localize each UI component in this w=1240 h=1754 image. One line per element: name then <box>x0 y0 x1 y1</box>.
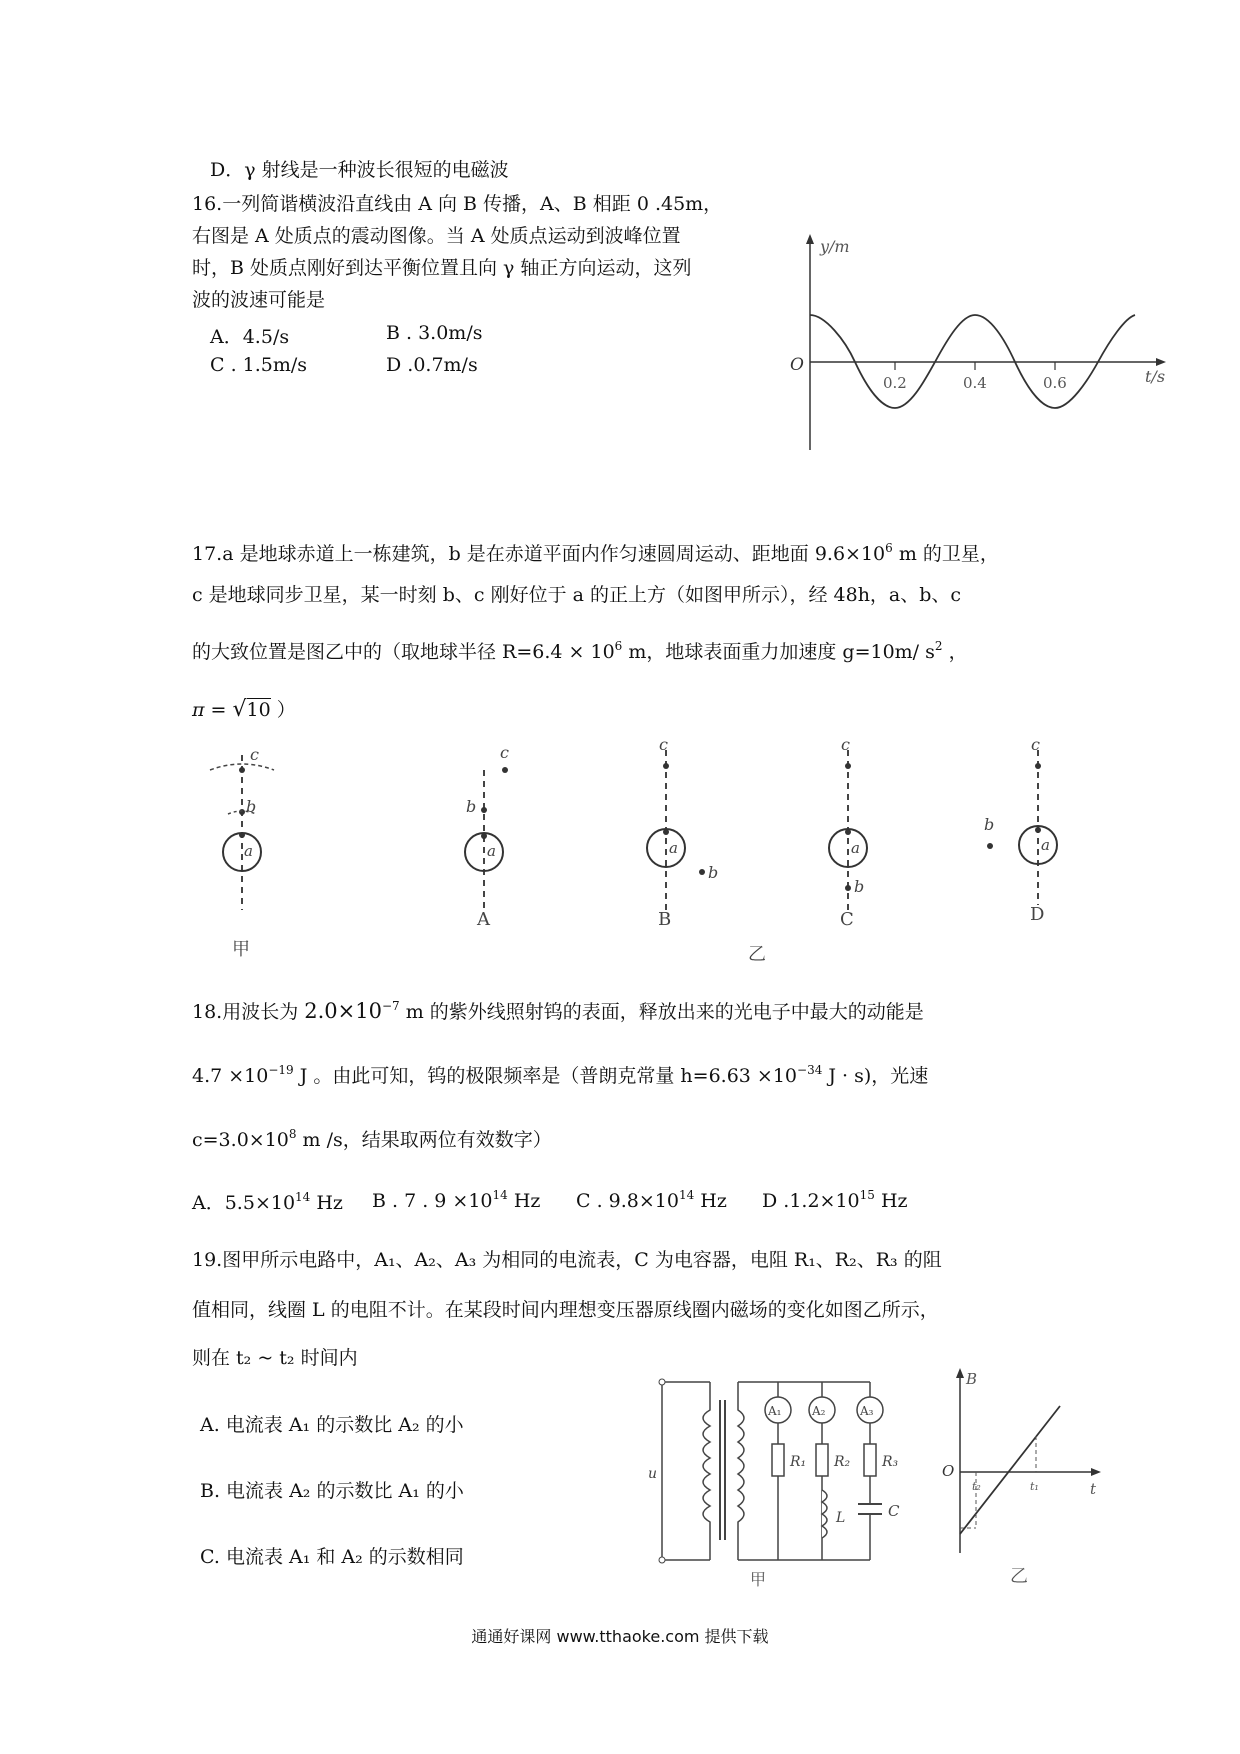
q17-line-4-tail: ） <box>270 699 296 721</box>
point-c <box>239 767 245 773</box>
label-t-axis: t <box>1090 1480 1097 1498</box>
q17-line-1-text: 17.a 是地球赤道上一栋建筑，b 是在赤道平面内作匀速圆周运动、距地面 9.6×10 <box>192 543 886 565</box>
point-b <box>239 809 245 815</box>
q16-line-3: 时，B 处质点刚好到达平衡位置且向 γ 轴正方向运动，这列 <box>192 257 692 279</box>
label-r3: R₃ <box>882 1454 899 1470</box>
q16-graph-origin: O <box>790 355 804 375</box>
q18-option-a-unit: Hz <box>310 1192 343 1214</box>
q18-line-1-tail: m 的紫外线照射钨的表面，释放出来的光电子中最大的动能是 <box>399 1001 924 1023</box>
q19-circuit-diagram <box>640 1370 945 1590</box>
q18-line-2-tail: J · s)，光速 <box>822 1065 929 1087</box>
q18-wavelength: 2.0×10 <box>304 999 382 1023</box>
label-c: c <box>250 745 259 764</box>
q18-line-1 <box>192 994 924 1024</box>
q18-exponent: 14 <box>678 1188 695 1202</box>
q16-option-c: C . 1.5m/s <box>210 354 308 376</box>
label-b: b <box>246 797 257 816</box>
label-b: b <box>984 815 995 834</box>
label-a: a <box>1041 836 1050 854</box>
footer-source: 通通好课网 www.tthaoke.com 提供下载 <box>471 1627 769 1646</box>
point-a <box>239 832 245 838</box>
label-b: b <box>466 797 477 816</box>
q16-tick-label: 0.2 <box>883 374 907 392</box>
q18-option-b-unit: Hz <box>507 1190 541 1212</box>
q16-line-4: 波的波速可能是 <box>192 289 326 311</box>
q18-line-2-text: 4.7 ×10 <box>192 1065 269 1087</box>
q18-option-c-text: C . 9.8×10 <box>576 1190 679 1212</box>
q16-graph-ylabel: y/m <box>820 237 850 256</box>
q17-line-2: c 是地球同步卫星，某一时刻 b、c 刚好位于 a 的正上方（如图甲所示），经 48h，a、b、c <box>192 584 962 606</box>
q16-line-1: 16.一列简谐横波沿直线由 A 向 B 传播，A、B 相距 0 .45m， <box>192 193 723 215</box>
q18-exponent: −34 <box>797 1063 823 1077</box>
q17-sqrt-radicand: 10 <box>246 699 271 721</box>
label-r2: R₂ <box>834 1454 851 1470</box>
q18-line-2-mid: J 。由此可知，钨的极限频率是（普朗克常量 h=6.63 ×10 <box>293 1065 798 1087</box>
resistor-r3 <box>864 1444 876 1476</box>
q17-line-3-tail: ， <box>942 641 968 663</box>
q18-line-3-text: c=3.0×10 <box>192 1129 289 1151</box>
q18-exponent: 14 <box>295 1190 311 1204</box>
q16-option-d: D .0.7m/s <box>386 354 478 376</box>
q17-line-3 <box>192 634 968 664</box>
label-C: C <box>840 909 854 930</box>
label-a: a <box>487 842 496 860</box>
label-b-axis: B <box>966 1370 978 1388</box>
q17-exponent: 6 <box>614 639 623 653</box>
q16-line-2: 右图是 A 处质点的震动图像。当 A 处质点运动到波峰位置 <box>192 225 681 247</box>
label-c: c <box>500 743 509 762</box>
label-yi: 乙 <box>748 944 766 965</box>
q18-option-d <box>762 1188 908 1212</box>
label-B: B <box>658 909 672 930</box>
q16-option-a: A．4.5/s <box>210 326 290 348</box>
q19-option-b: B. 电流表 A₂ 的示数比 A₁ 的小 <box>200 1480 464 1502</box>
label-r1: R₁ <box>790 1454 807 1470</box>
q15-option-d: D．γ 射线是一种波长很短的电磁波 <box>210 159 509 181</box>
resistor-r1 <box>772 1444 784 1476</box>
label-t1: t₁ <box>1030 1480 1039 1493</box>
q17-figure-option-a <box>465 743 509 930</box>
label-a: a <box>669 839 678 857</box>
q18-option-d-text: D .1.2×10 <box>762 1190 860 1212</box>
q17-figure-option-b <box>647 735 718 930</box>
label-a2: A₂ <box>812 1404 826 1418</box>
q17-figure-option-d <box>984 735 1057 925</box>
label-yi-graph: 乙 <box>1010 1566 1028 1587</box>
q18-exponent: 15 <box>859 1188 875 1202</box>
q16-tick-label: 0.6 <box>1043 374 1067 392</box>
q18-option-d-unit: Hz <box>874 1190 908 1212</box>
q17-line-3-mid: m，地球表面重力加速度 g=10m/ s <box>622 641 935 663</box>
label-b: b <box>708 863 719 882</box>
q19-line-1: 19.图甲所示电路中，A₁、A₂、A₃ 为相同的电流表，C 为电容器，电阻 R₁、R₂、R₃ 的阻 <box>192 1249 942 1271</box>
q16-option-b: B . 3.0m/s <box>386 322 483 344</box>
primary-coil <box>703 1382 710 1560</box>
label-b: b <box>854 877 865 896</box>
q18-line-2 <box>192 1058 928 1088</box>
label-jia: 甲 <box>232 939 250 960</box>
q17-line-1 <box>192 536 999 566</box>
q17-line-3-text: 的大致位置是图乙中的（取地球半径 R=6.4 × 10 <box>192 641 615 663</box>
label-c: c <box>1031 735 1040 754</box>
q18-option-a-text: A．5.5×10 <box>192 1192 296 1214</box>
label-a: a <box>851 839 860 857</box>
q18-option-b-text: B . 7 . 9 ×10 <box>372 1190 493 1212</box>
label-t2: t₂ <box>972 1480 981 1493</box>
label-a1: A₁ <box>768 1404 782 1418</box>
q16-graph-xlabel: t/s <box>1145 367 1166 386</box>
label-A: A <box>477 909 490 930</box>
label-l: L <box>836 1510 846 1526</box>
q17-line-1-tail: m 的卫星， <box>892 543 999 565</box>
q19-option-c: C. 电流表 A₁ 和 A₂ 的示数相同 <box>200 1546 464 1568</box>
q19-option-a: A. 电流表 A₁ 的示数比 A₂ 的小 <box>200 1414 464 1436</box>
q18-option-b <box>372 1188 540 1212</box>
q16-vibration-graph <box>790 230 1170 455</box>
q19-line-2: 值相同，线圈 L 的电阻不计。在某段时间内理想变压器原线圈内磁场的变化如图乙所示， <box>192 1299 939 1321</box>
label-a: a <box>244 842 253 860</box>
q18-option-a <box>192 1188 343 1215</box>
q18-line-3-tail: m /s，结果取两位有效数字） <box>296 1129 552 1151</box>
q18-exponent: 8 <box>288 1127 297 1141</box>
label-u: u <box>648 1466 658 1482</box>
q18-exponent: 14 <box>492 1188 508 1202</box>
resistor-r2 <box>816 1444 828 1476</box>
q17-exponent: 2 <box>934 639 943 653</box>
label-c-cap: C <box>888 1502 900 1520</box>
secondary-coil <box>738 1382 744 1560</box>
q17-exponent: 6 <box>885 541 893 555</box>
q18-option-c <box>576 1188 727 1212</box>
q17-figure-option-c <box>829 735 867 930</box>
label-c: c <box>659 735 668 754</box>
q19-bt-graph <box>940 1368 1110 1588</box>
b-line <box>960 1406 1060 1534</box>
q18-option-c-unit: Hz <box>694 1190 727 1212</box>
q18-exponent: −7 <box>381 999 400 1013</box>
q17-orbit-figures <box>0 730 1240 970</box>
q18-line-1-text: 18.用波长为 <box>192 1001 305 1023</box>
q18-exponent: −19 <box>268 1063 294 1077</box>
q16-tick-label: 0.4 <box>963 374 987 392</box>
q17-figure-jia <box>210 745 274 960</box>
inductor-l <box>822 1490 827 1538</box>
q17-line-4: π = √10 ） <box>192 697 296 722</box>
label-a3: A₃ <box>860 1404 874 1418</box>
label-jia-circuit: 甲 <box>750 1570 767 1589</box>
label-origin: O <box>942 1462 955 1480</box>
q19-line-3: 则在 t₂ ~ t₂ 时间内 <box>192 1347 358 1369</box>
label-c: c <box>841 735 850 754</box>
q17-pi: π = <box>192 699 233 721</box>
q18-line-3 <box>192 1122 552 1152</box>
label-D: D <box>1030 904 1045 925</box>
